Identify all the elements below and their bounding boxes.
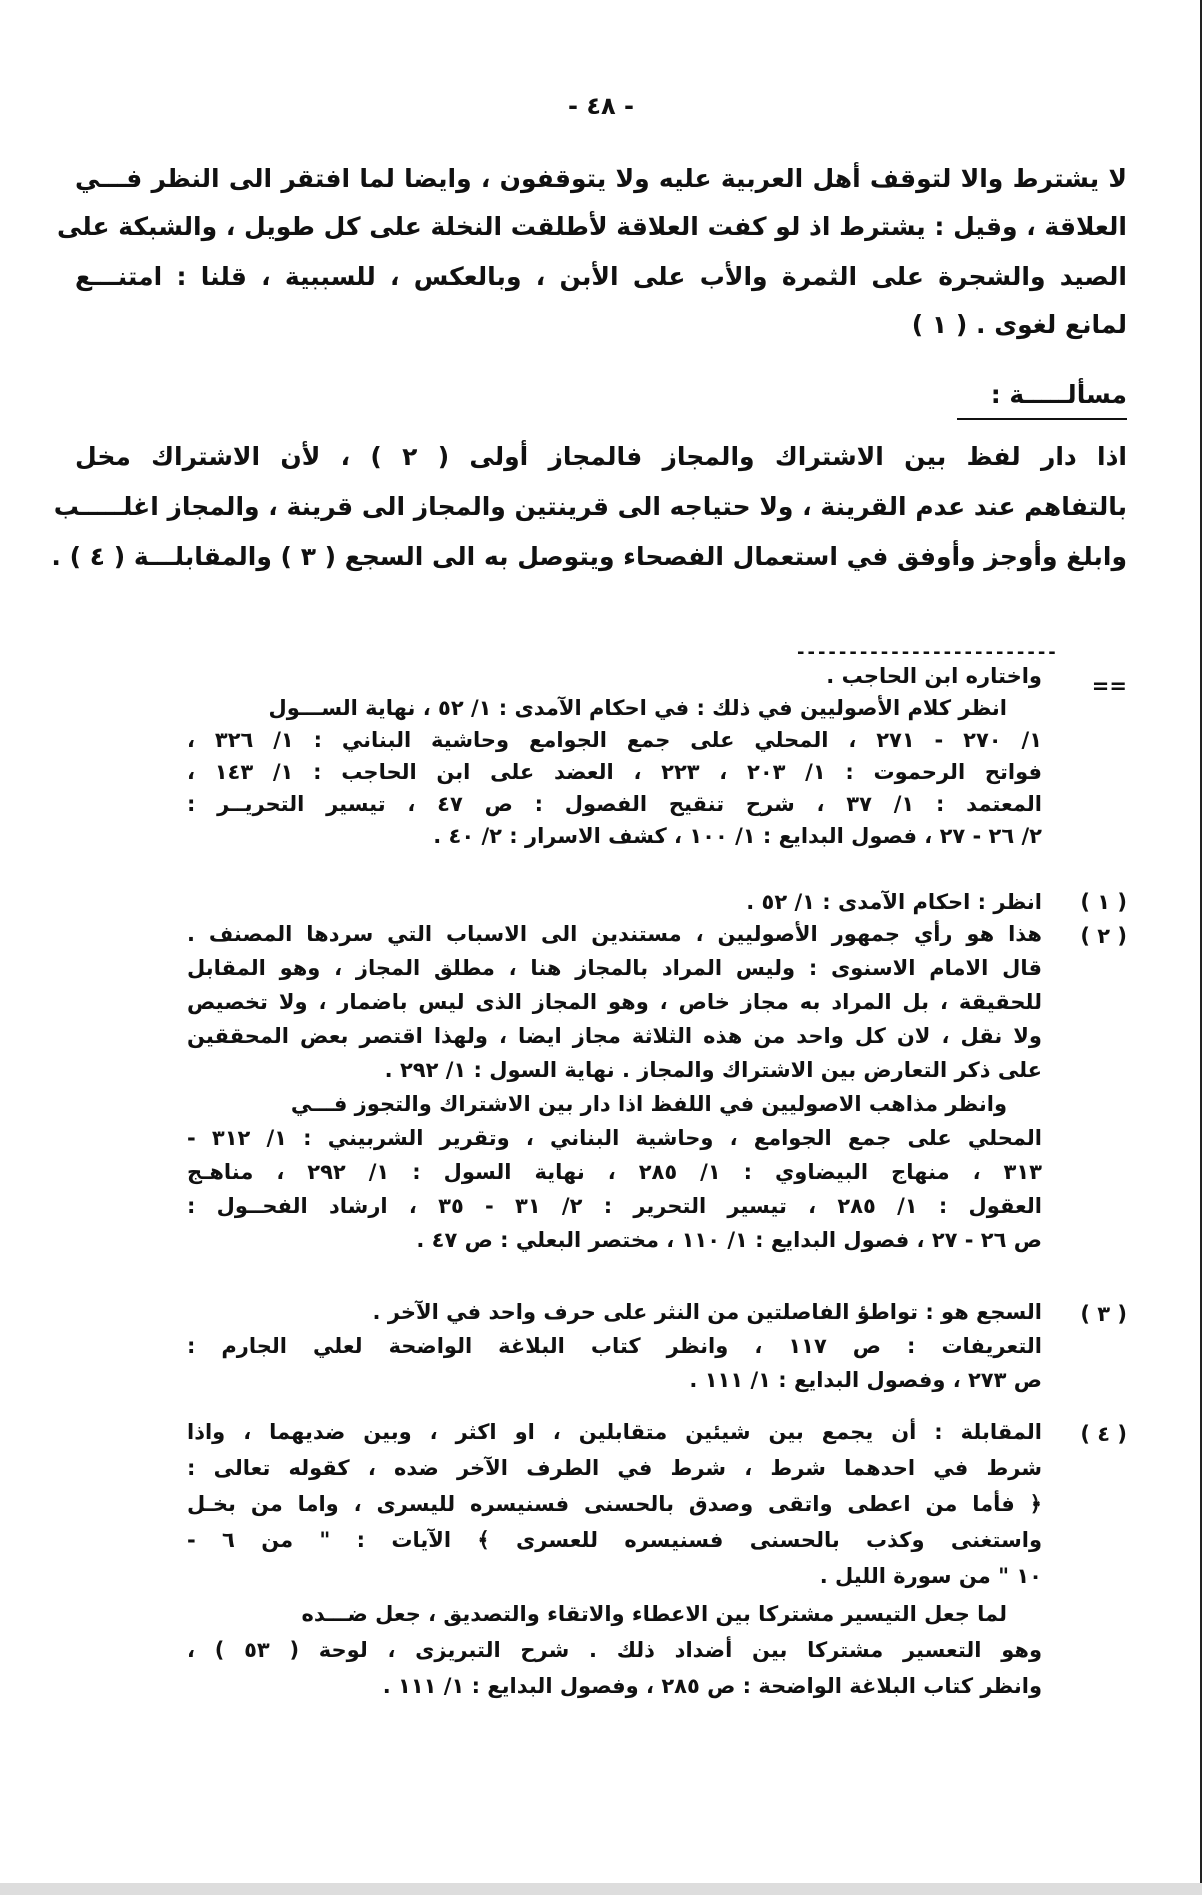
footnote-4-number: ( ٤ ) [1080,1422,1127,1446]
scan-bottom-edge [0,1883,1202,1895]
footnote-2-line-8: ٣١٣ ، منهاج البيضاوي : ١/ ٢٨٥ ، نهاية السول : ١/ ٢٩٢ ، مناهـج [187,1160,1042,1184]
footnote-continuation-marker: == [1091,674,1127,698]
footnote-2-line-9: العقول : ١/ ٢٨٥ ، تيسير التحرير : ٢/ ٣١ - ٣٥ ، ارشاد الفحــول : [187,1194,1042,1218]
footnote-4-line-7: وهو التعسير مشتركا بين أضداد ذلك . شرح التبريزى ، لوحة ( ٥٣ ) ، [187,1638,1042,1662]
section-text-line-3: وابلغ وأوجز وأوفق في استعمال الفصحاء ويتوصل به الى السجع ( ٣ ) والمقابلـــة ( ٤ ) . [51,542,1127,571]
heading-underline [957,418,1127,420]
footnote-cont-line-4: فواتح الرحموت : ١/ ٢٠٣ ، ٢٢٣ ، العضد على ابن الحاجب : ١/ ١٤٣ ، [187,760,1042,784]
footnote-4-line-5: ١٠ " من سورة الليل . [819,1564,1042,1588]
footnote-3-line-2: التعريفات : ص ١١٧ ، وانظر كتاب البلاغة الواضحة لعلي الجارم : [187,1334,1042,1358]
main-text-line-4: لمانع لغوى . ( ١ ) [911,310,1127,339]
footnote-4-line-1: المقابلة : أن يجمع بين شيئين متقابلين ، او اكثر ، وبين ضديهما ، واذا [187,1420,1042,1444]
footnote-2-number: ( ٢ ) [1080,924,1127,948]
footnote-2-line-6: وانظر مذاهب الاصوليين في اللفظ اذا دار بين الاشتراك والتجوز فـــي [290,1092,1007,1116]
footnote-divider: ------------------------- [797,642,1059,663]
footnote-2-line-1: هذا هو رأي جمهور الأصوليين ، مستندين الى الاسباب التي سردها المصنف . [187,922,1042,946]
section-text-line-2: بالتفاهم عند عدم القرينة ، ولا حتياجه الى قرينتين والمجاز الى قرينة ، والمجاز اغلـــــب [53,492,1127,521]
footnote-4-line-3: ﴿ فأما من اعطى واتقى وصدق بالحسنى فسنيسره لليسرى ، واما من بخـل [187,1492,1042,1516]
footnote-3-line-3: ص ٢٧٣ ، وفصول البدايع : ١/ ١١١ . [689,1368,1042,1392]
main-text-line-2: العلاقة ، وقيل : يشترط اذ لو كفت العلاقة لأطلقت النخلة على كل طويل ، والشبكة على [57,212,1127,241]
footnote-1-number: ( ١ ) [1080,890,1127,914]
footnote-2-line-4: ولا نقل ، لان كل واحد من هذه الثلاثة مجاز ايضا ، ولهذا اقتصر بعض المحققين [187,1024,1042,1048]
footnote-2-line-3: للحقيقة ، بل المراد به مجاز خاص ، وهو المجاز الذى ليس باضمار ، ولا تخصيص [187,990,1042,1014]
section-text-line-1: اذا دار لفظ بين الاشتراك والمجاز فالمجاز أولى ( ٢ ) ، لأن الاشتراك مخل [75,442,1128,471]
footnote-2-line-5: على ذكر التعارض بين الاشتراك والمجاز . نهاية السول : ١/ ٢٩٢ . [384,1058,1042,1082]
footnote-1-line-1: انظر : احكام الآمدى : ١/ ٥٢ . [746,890,1042,914]
footnote-4-line-2: شرط في احدهما شرط ، شرط في الطرف الآخر ضده ، كقوله تعالى : [187,1456,1042,1480]
main-text-line-1: لا يشترط والا لتوقف أهل العربية عليه ولا يتوقفون ، وايضا لما افتقر الى النظر فـــي [75,164,1127,193]
footnote-2-line-2: قال الامام الاسنوى : وليس المراد بالمجاز هنا ، مطلق المجاز ، وهو المقابل [187,956,1042,980]
footnote-2-line-10: ص ٢٦ - ٢٧ ، فصول البدايع : ١/ ١١٠ ، مختصر البعلي : ص ٤٧ . [416,1228,1042,1252]
footnote-3-number: ( ٣ ) [1080,1302,1127,1326]
footnote-cont-line-6: ٢/ ٢٦ - ٢٧ ، فصول البدايع : ١/ ١٠٠ ، كشف الاسرار : ٢/ ٤٠ . [433,824,1042,848]
footnote-cont-line-3: ١/ ٢٧٠ - ٢٧١ ، المحلي على جمع الجوامع وحاشية البناني : ١/ ٣٢٦ ، [187,728,1043,752]
page-number: - ٤٨ - [568,92,634,120]
footnote-3-line-1: السجع هو : تواطؤ الفاصلتين من النثر على حرف واحد في الآخر . [372,1300,1042,1324]
footnote-2-line-7: المحلي على جمع الجوامع ، وحاشية البناني ، وتقرير الشربيني : ١/ ٣١٢ - [187,1126,1042,1150]
footnote-4-line-4: واستغنى وكذب بالحسنى فسنيسره للعسرى ﴾ الآيات : " من ٦ - [187,1528,1043,1552]
footnote-4-line-6: لما جعل التيسير مشتركا بين الاعطاء والاتقاء والتصديق ، جعل ضـــده [301,1602,1007,1626]
footnote-4-line-8: وانظر كتاب البلاغة الواضحة : ص ٢٨٥ ، وفصول البدايع : ١/ ١١١ . [382,1674,1042,1698]
footnote-cont-line-1: واختاره ابن الحاجب . [826,664,1042,688]
main-text-line-3: الصيد والشجرة على الثمرة والأب على الأبن ، وبالعكس ، للسببية ، قلنا : امتنـــع [75,262,1127,291]
footnote-cont-line-5: المعتمد : ١/ ٣٧ ، شرح تنقيح الفصول : ص ٤٧ ، تيسير التحريــر : [187,792,1042,816]
footnote-cont-line-2: انظر كلام الأصوليين في ذلك : في احكام الآمدى : ١/ ٥٢ ، نهاية الســـول [268,696,1007,720]
section-heading: مسألـــــة : [990,380,1127,409]
